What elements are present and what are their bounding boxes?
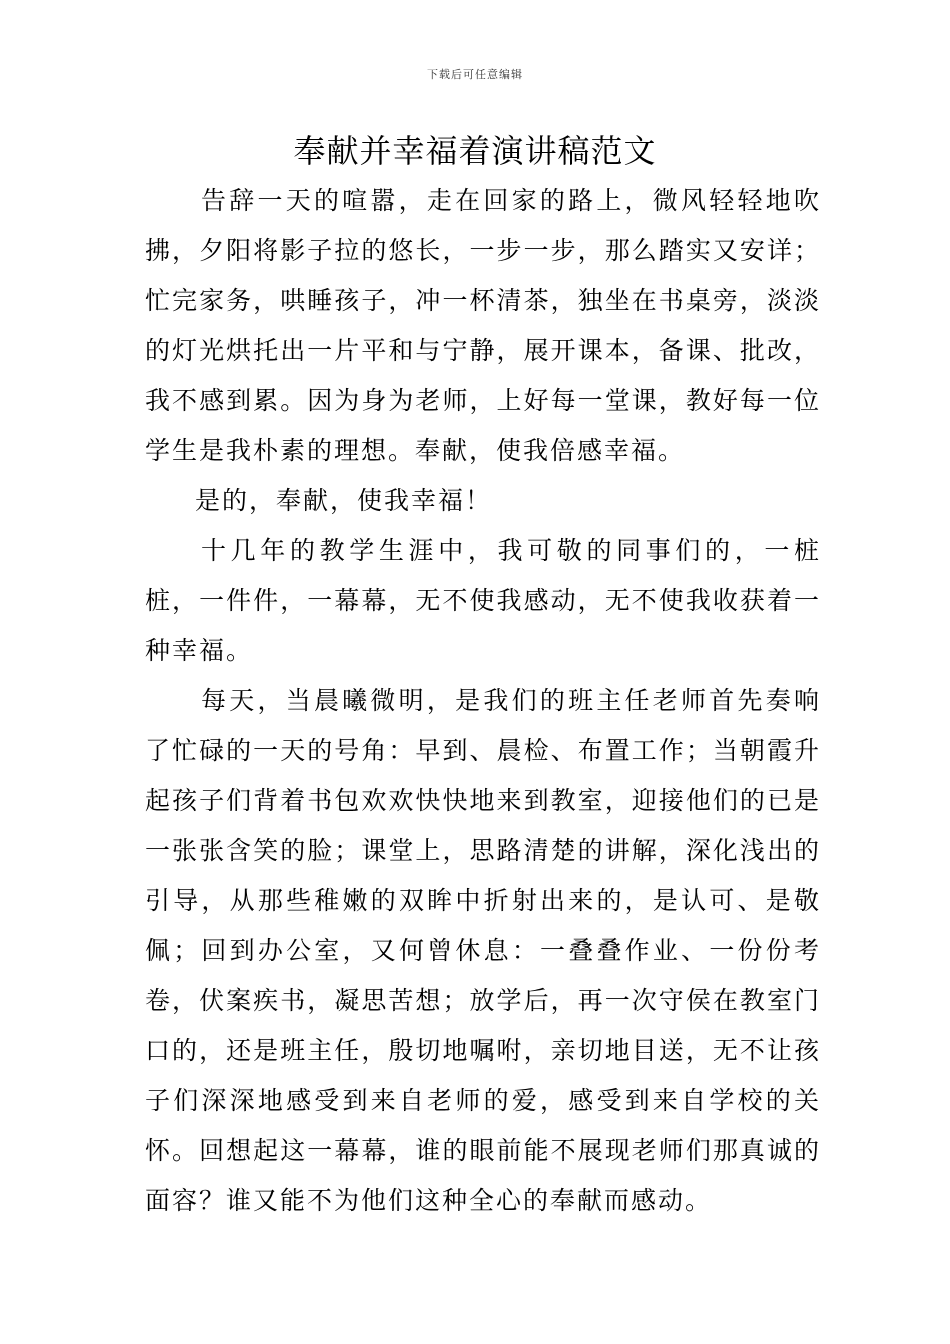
document-body [145,176,821,1226]
paragraph-1: 告辞一天的喧嚣，走在回家的路上，微风轻轻地吹拂，夕阳将影子拉的悠长，一步一步，那么踏实又安详；忙完家务，哄睡孩子，冲一杯清茶，独坐在书桌旁，淡淡的灯光烘托出一片平和与宁静，展开课本，备课、批改，我不感到累。因为身为老师，上好每一堂课，教好每一位学生是我朴素的理想。奉献，使我倍感幸福。 [145,186,821,465]
header-note: 下载后可任意编辑 [427,68,523,81]
paragraph-3: 十几年的教学生涯中，我可敬的同事们的，一桩桩，一件件，一幕幕，无不使我感动，无不使我收获着一种幸福。 [145,536,821,665]
paragraph-2: 是的，奉献，使我幸福！ [195,486,493,515]
document-title: 奉献并幸福着演讲稿范文 [293,132,657,170]
paragraph-4: 每天，当晨曦微明，是我们的班主任老师首先奏响了忙碌的一天的号角：早到、晨检、布置工作；当朝霞升起孩子们背着书包欢欢快快地来到教室，迎接他们的已是一张张含笑的脸；课堂上，思路清楚的讲解，深化浅出的引导，从那些稚嫩的双眸中折射出来的，是认可、是敬佩；回到办公室，又何曾休息：一叠叠作业、一份份考卷，伏案疾书，凝思苦想；放学后，再一次守侯在教室门口的，还是班主任，殷切地嘱咐，亲切地目送，无不让孩子们深深地感受到来自老师的爱，感受到来自学校的关怀。回想起这一幕幕，谁的眼前能不展现老师们那真诚的面容？谁又能不为他们这种全心的奉献而感动。 [145,686,821,1215]
